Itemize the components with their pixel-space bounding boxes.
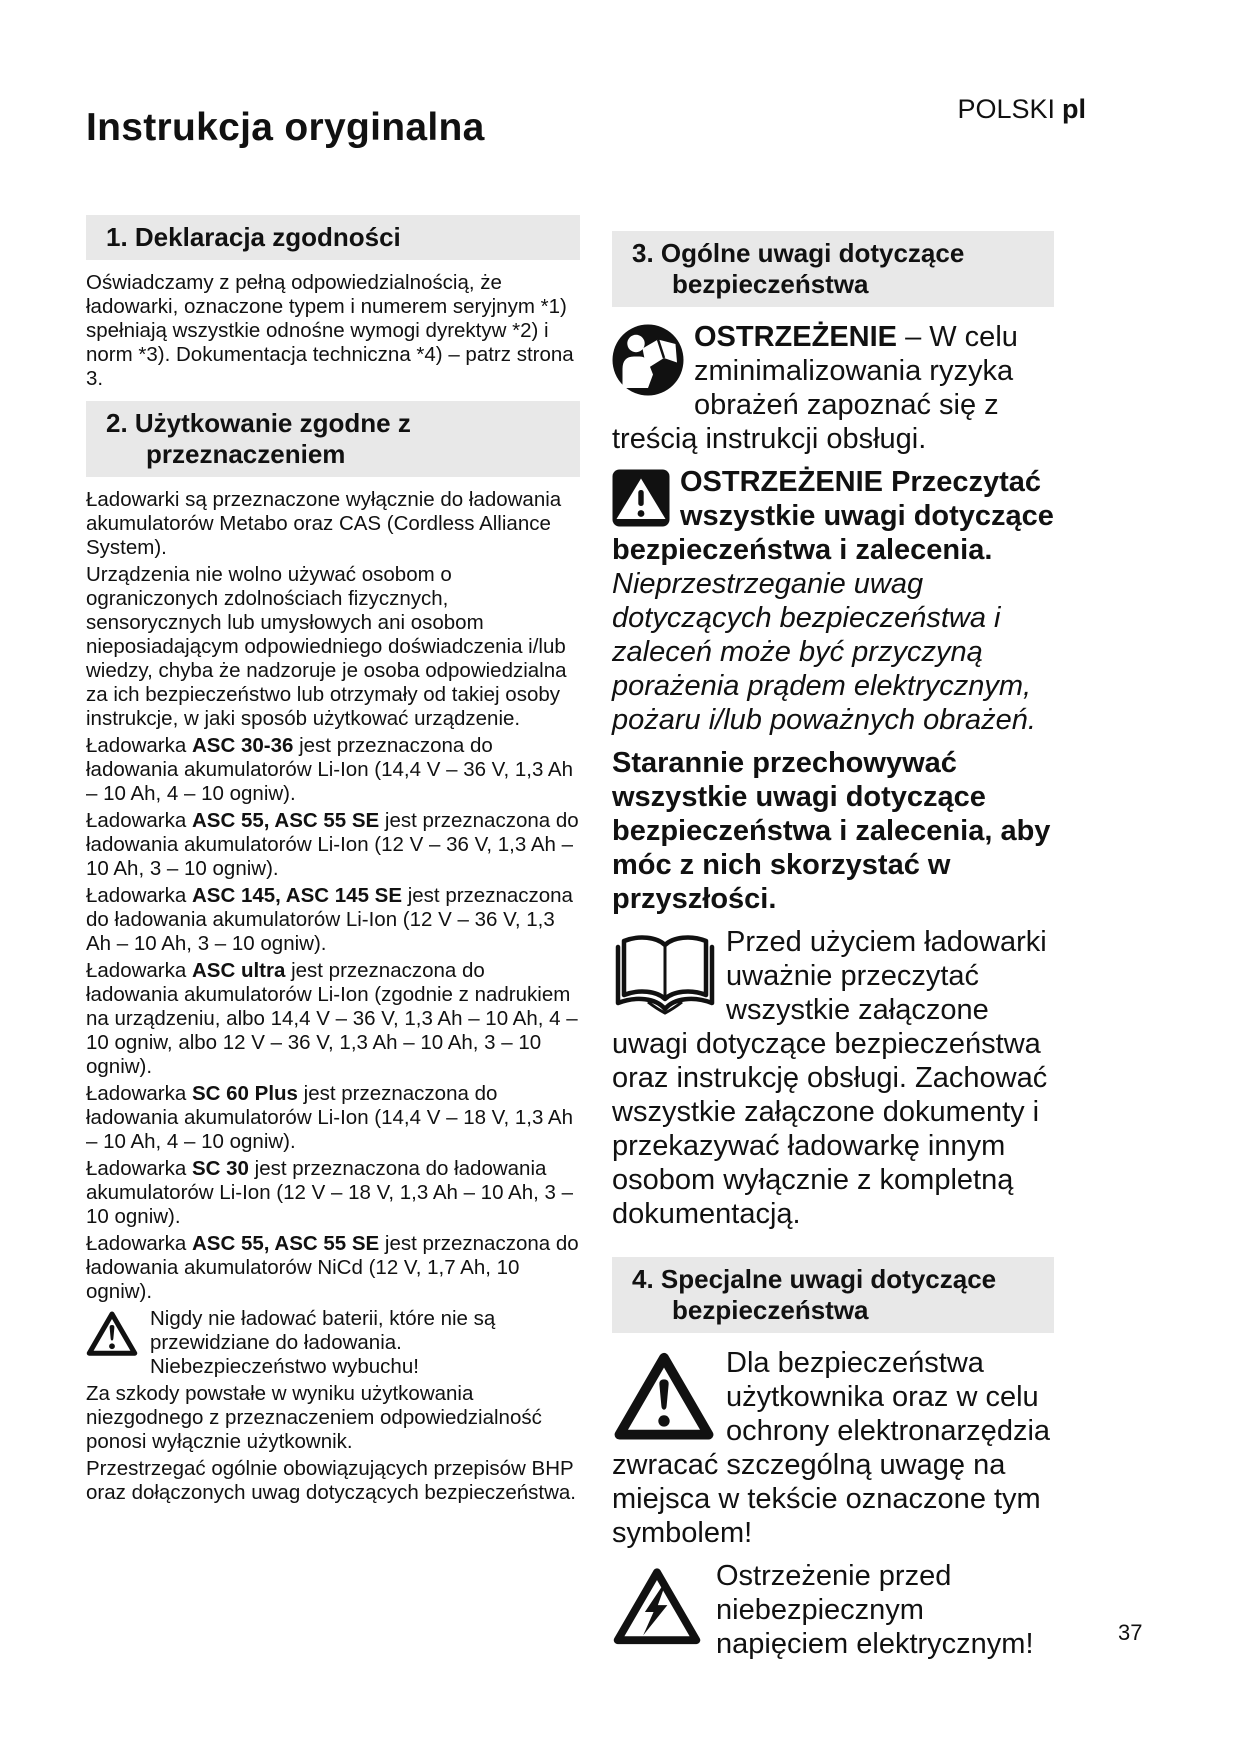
text-run: jest przeznaczona do ładowania akumulatorów Li-Ion (12 V – 18 V, 1,3 Ah – 10 Ah, 3 – 10 ogniw). [86, 1157, 574, 1228]
text-run: Ładowarka [86, 734, 192, 757]
paragraph [86, 1307, 580, 1379]
paragraph [86, 488, 580, 560]
paragraph [86, 271, 580, 391]
text-run: ASC 55, ASC 55 SE [191, 1232, 380, 1255]
text-run: Ładowarka [86, 1157, 192, 1180]
text-run: Starannie przechowywać wszystkie uwagi dotyczące bezpieczeństwa i zalecenia, aby móc z nich skorzystać w przyszłości. [612, 747, 1051, 915]
read-manual-icon [612, 324, 684, 396]
paragraph [86, 1382, 580, 1454]
paragraph [86, 1157, 580, 1229]
text-run: OSTRZEŻENIE [694, 321, 898, 353]
text-run: Nieprzestrzeganie uwag dotyczących bezpieczeństwa i zaleceń może być przyczyną porażenia prądem elektrycznym, pożaru i/lub poważnych obrażeń. [612, 568, 1036, 736]
section-heading-text: 1. Deklaracja zgodności [106, 222, 401, 252]
text-run: SC 30 [191, 1157, 249, 1180]
paragraph [86, 1457, 580, 1505]
warning-triangle-icon [612, 1350, 716, 1442]
section-heading-text: 4. Specjalne uwagi dotyczące bezpieczeństwa [632, 1264, 997, 1325]
text-run: Ładowarki są przeznaczone wyłącznie do ładowania akumulatorów Metabo oraz CAS (Cordless Alliance System). [86, 488, 562, 559]
paragraph [86, 959, 580, 1079]
text-run: – W celu zminimalizowania ryzyka obrażeń zapoznać się z treścią instrukcji obsługi. [612, 321, 1018, 455]
text-run: ASC ultra [191, 959, 286, 982]
section-heading [86, 215, 580, 260]
text-run: jest przeznaczona do ładowania akumulatorów Li-Ion (zgodnie z nadrukiem na urządzeniu, albo 14,4 V – 36 V, 1,3 Ah – 10 Ah, 4 – 10 ogniw, albo 12 V – 36 V, 1,3 Ah – 10 Ah, 3 – 10 ogniw). [86, 959, 578, 1078]
text-run: jest przeznaczona do ładowania akumulatorów Li-Ion (14,4 V – 36 V, 1,3 Ah – 10 Ah, 4 – 10 ogniw). [86, 734, 574, 805]
text-run: jest przeznaczona do ładowania akumulatorów Li-Ion (12 V – 36 V, 1,3 Ah – 10 Ah, 3 – 10 ogniw). [86, 809, 579, 880]
text-run: SC 60 Plus [191, 1082, 298, 1105]
text-run: Ładowarka [86, 1232, 192, 1255]
text-run: Ostrzeżenie przed niebezpiecznym napięciem elektrycznym! [716, 1560, 1034, 1660]
text-run: Nigdy nie ładować baterii, które nie są przewidziane do ładowania. Niebezpieczeństwo wybuchu! [150, 1307, 496, 1378]
paragraph [86, 734, 580, 806]
text-run: jest przeznaczona do ładowania akumulatorów NiCd (12 V, 1,7 Ah, 10 ogniw). [86, 1232, 579, 1303]
right-column [612, 205, 1054, 1670]
paragraph [86, 1082, 580, 1154]
paragraph [86, 884, 580, 956]
section-heading-text: 2. Użytkowanie zgodne z przeznaczeniem [106, 408, 411, 469]
text-run: jest przeznaczona do ładowania akumulatorów Li-Ion (12 V – 36 V, 1,3 Ah – 10 Ah, 3 – 10 ogniw). [86, 884, 573, 955]
paragraph [612, 465, 1054, 737]
section-heading [612, 231, 1054, 307]
paragraph [612, 1559, 1054, 1661]
paragraph [612, 925, 1054, 1231]
text-run: Ładowarka [86, 959, 192, 982]
text-run: Przestrzegać ogólnie obowiązujących przepisów BHP oraz dołączonych uwag dotyczących bezpieczeństwa. [86, 1457, 576, 1504]
section-heading [86, 401, 580, 477]
paragraph [86, 1232, 580, 1304]
text-run: ASC 145, ASC 145 SE [191, 884, 403, 907]
text-run: OSTRZEŻENIE Przeczytać wszystkie uwagi dotyczące bezpieczeństwa i zalecenia. [612, 466, 1054, 566]
page-title: Instrukcja oryginalna [86, 106, 485, 149]
paragraph [612, 1346, 1054, 1550]
text-run: Dla bezpieczeństwa użytkownika oraz w celu ochrony elektronarzędzia zwracać szczególną uwagę na miejsca w tekście oznaczone tym symbolem! [612, 1347, 1051, 1549]
text-run: ASC 30-36 [191, 734, 294, 757]
warning-square-icon [612, 469, 670, 527]
text-run: Ładowarka [86, 809, 192, 832]
text-run: Oświadczamy z pełną odpowiedzialnością, że ładowarki, oznaczone typem i numerem seryjnym *1) spełniają wszystkie odnośne wymogi dyrektyw *2) i norm *3). Dokumentacja techniczna *4) – patrz strona 3. [86, 271, 574, 390]
language-label: POLSKI [957, 94, 1055, 124]
text-run: Ładowarka [86, 884, 192, 907]
text-run: Urządzenia nie wolno używać osobom o ograniczonych zdolnościach fizycznych, sensorycznych lub umysłowych ani osobom nieposiadającym odpowiedniego doświadczenia i/lub wiedzy, chyba że nadzoruje je osoba odpowiedzialna za ich bezpieczeństwo lub otrzymały od takiej osoby instrukcje, w jaki sposób użytkować urządzenie. [86, 563, 567, 730]
text-run: Ładowarka [86, 1082, 192, 1105]
paragraph [612, 746, 1054, 916]
text-run: jest przeznaczona do ładowania akumulatorów Li-Ion (14,4 V – 18 V, 1,3 Ah – 10 Ah, 4 – 10 ogniw). [86, 1082, 574, 1153]
section-heading [612, 1257, 1054, 1333]
open-book-icon [612, 929, 718, 1021]
page-number: 37 [1118, 1620, 1143, 1645]
left-column [86, 205, 580, 1508]
text-run: ASC 55, ASC 55 SE [191, 809, 380, 832]
section-heading-text: 3. Ogólne uwagi dotyczące bezpieczeństwa [632, 238, 965, 299]
electric-hazard-icon [612, 1563, 702, 1649]
paragraph [86, 563, 580, 731]
paragraph [86, 809, 580, 881]
text-run: Przed użyciem ładowarki uważnie przeczytać wszystkie załączone uwagi dotyczące bezpieczeństwa oraz instrukcję obsługi. Zachować wszystkie załączone dokumenty i przekazywać ładowarkę innym osobom wyłącznie z kompletną dokumentacją. [612, 926, 1048, 1230]
text-run: Za szkody powstałe w wyniku użytkowania niezgodnego z przeznaczeniem odpowiedzialność ponosi wyłącznie użytkownik. [86, 1382, 542, 1453]
language-code: pl [1062, 94, 1086, 124]
paragraph [612, 320, 1054, 456]
warning-triangle-icon [86, 1310, 138, 1357]
